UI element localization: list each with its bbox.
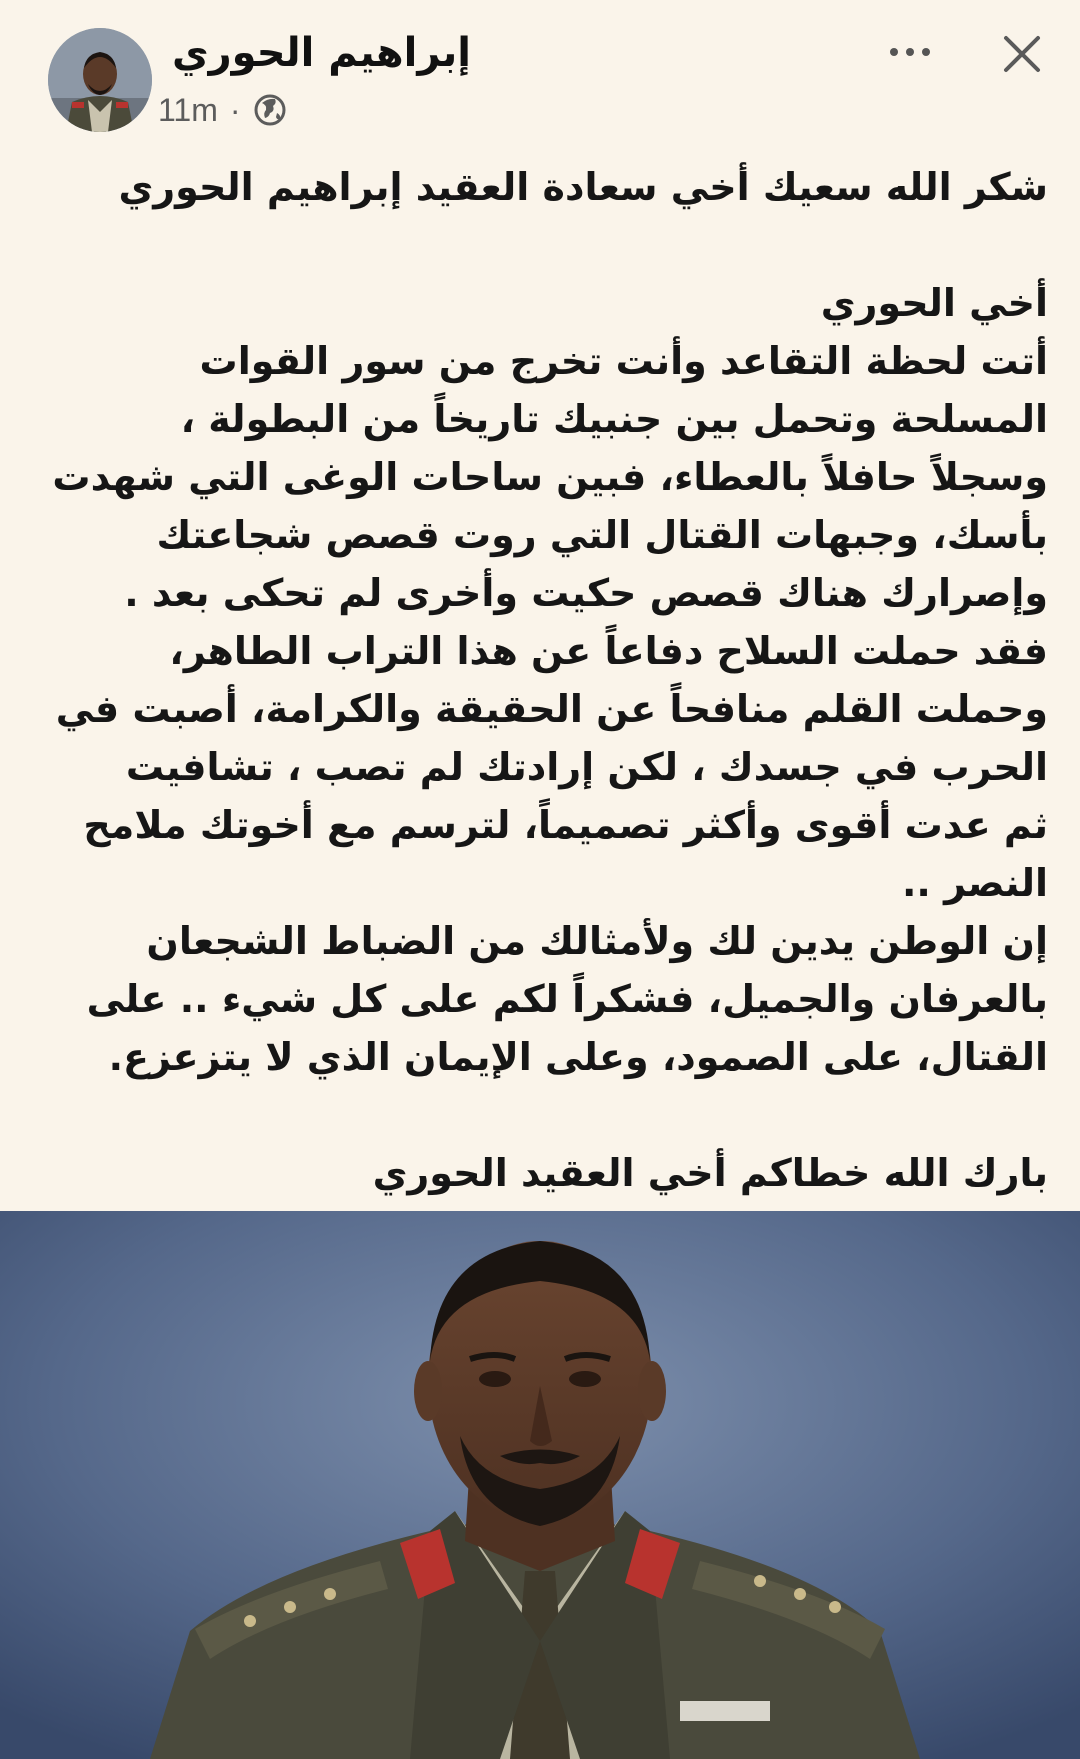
meta-separator: · — [229, 91, 241, 128]
close-icon — [998, 30, 1046, 78]
text-blank-line — [28, 1086, 1048, 1144]
text-line: شكر الله سعيك أخي سعادة العقيد إبراهيم الحوري — [118, 165, 1048, 209]
text-line: القتال، على الصمود، وعلى الإيمان الذي لا يتزعزع. — [108, 1035, 1048, 1079]
post-header — [0, 0, 1080, 140]
post-body-text — [28, 158, 1048, 1202]
text-line: المسلحة وتحمل بين جنبيك تاريخاً من البطولة ، — [180, 397, 1048, 441]
text-line: وإصرارك هناك قصص حكيت وأخرى لم تحكى بعد . — [124, 571, 1048, 615]
text-line: بأسك، وجبهات القتال التي روت قصص شجاعتك — [156, 513, 1048, 557]
post-meta — [158, 88, 287, 132]
author-name[interactable]: إبراهيم الحوري — [171, 30, 471, 76]
text-line: فقد حملت السلاح دفاعاً عن هذا التراب الطاهر، — [169, 629, 1048, 673]
text-line: بارك الله خطاكم أخي العقيد الحوري — [372, 1151, 1048, 1195]
text-line: الحرب في جسدك ، لكن إرادتك لم تصب ، تشافيت — [125, 745, 1048, 789]
text-line: أتت لحظة التقاعد وأنت تخرج من سور القوات — [199, 339, 1048, 383]
author-avatar[interactable] — [48, 28, 152, 132]
text-line: بالعرفان والجميل، فشكراً لكم على كل شيء .. على — [86, 977, 1048, 1021]
text-line: وحملت القلم منافحاً عن الحقيقة والكرامة، أصبت في — [55, 687, 1048, 731]
text-line: أخي الحوري — [820, 281, 1048, 325]
post-timestamp[interactable]: 11m — [158, 91, 218, 128]
more-options-button[interactable] — [880, 30, 940, 74]
more-dots-icon — [890, 48, 898, 56]
text-blank-line — [28, 216, 1048, 274]
post-photo[interactable] — [0, 1211, 1080, 1759]
close-button[interactable] — [998, 30, 1046, 78]
text-line: وسجلاً حافلاً بالعطاء، فبين ساحات الوغى التي شهدت — [52, 455, 1048, 499]
globe-icon — [253, 93, 287, 127]
text-line: ثم عدت أقوى وأكثر تصميماً، لترسم مع أخوتك ملامح — [83, 803, 1048, 847]
text-line: إن الوطن يدين لك ولأمثالك من الضباط الشجعان — [146, 919, 1048, 963]
text-line: النصر .. — [902, 861, 1048, 905]
